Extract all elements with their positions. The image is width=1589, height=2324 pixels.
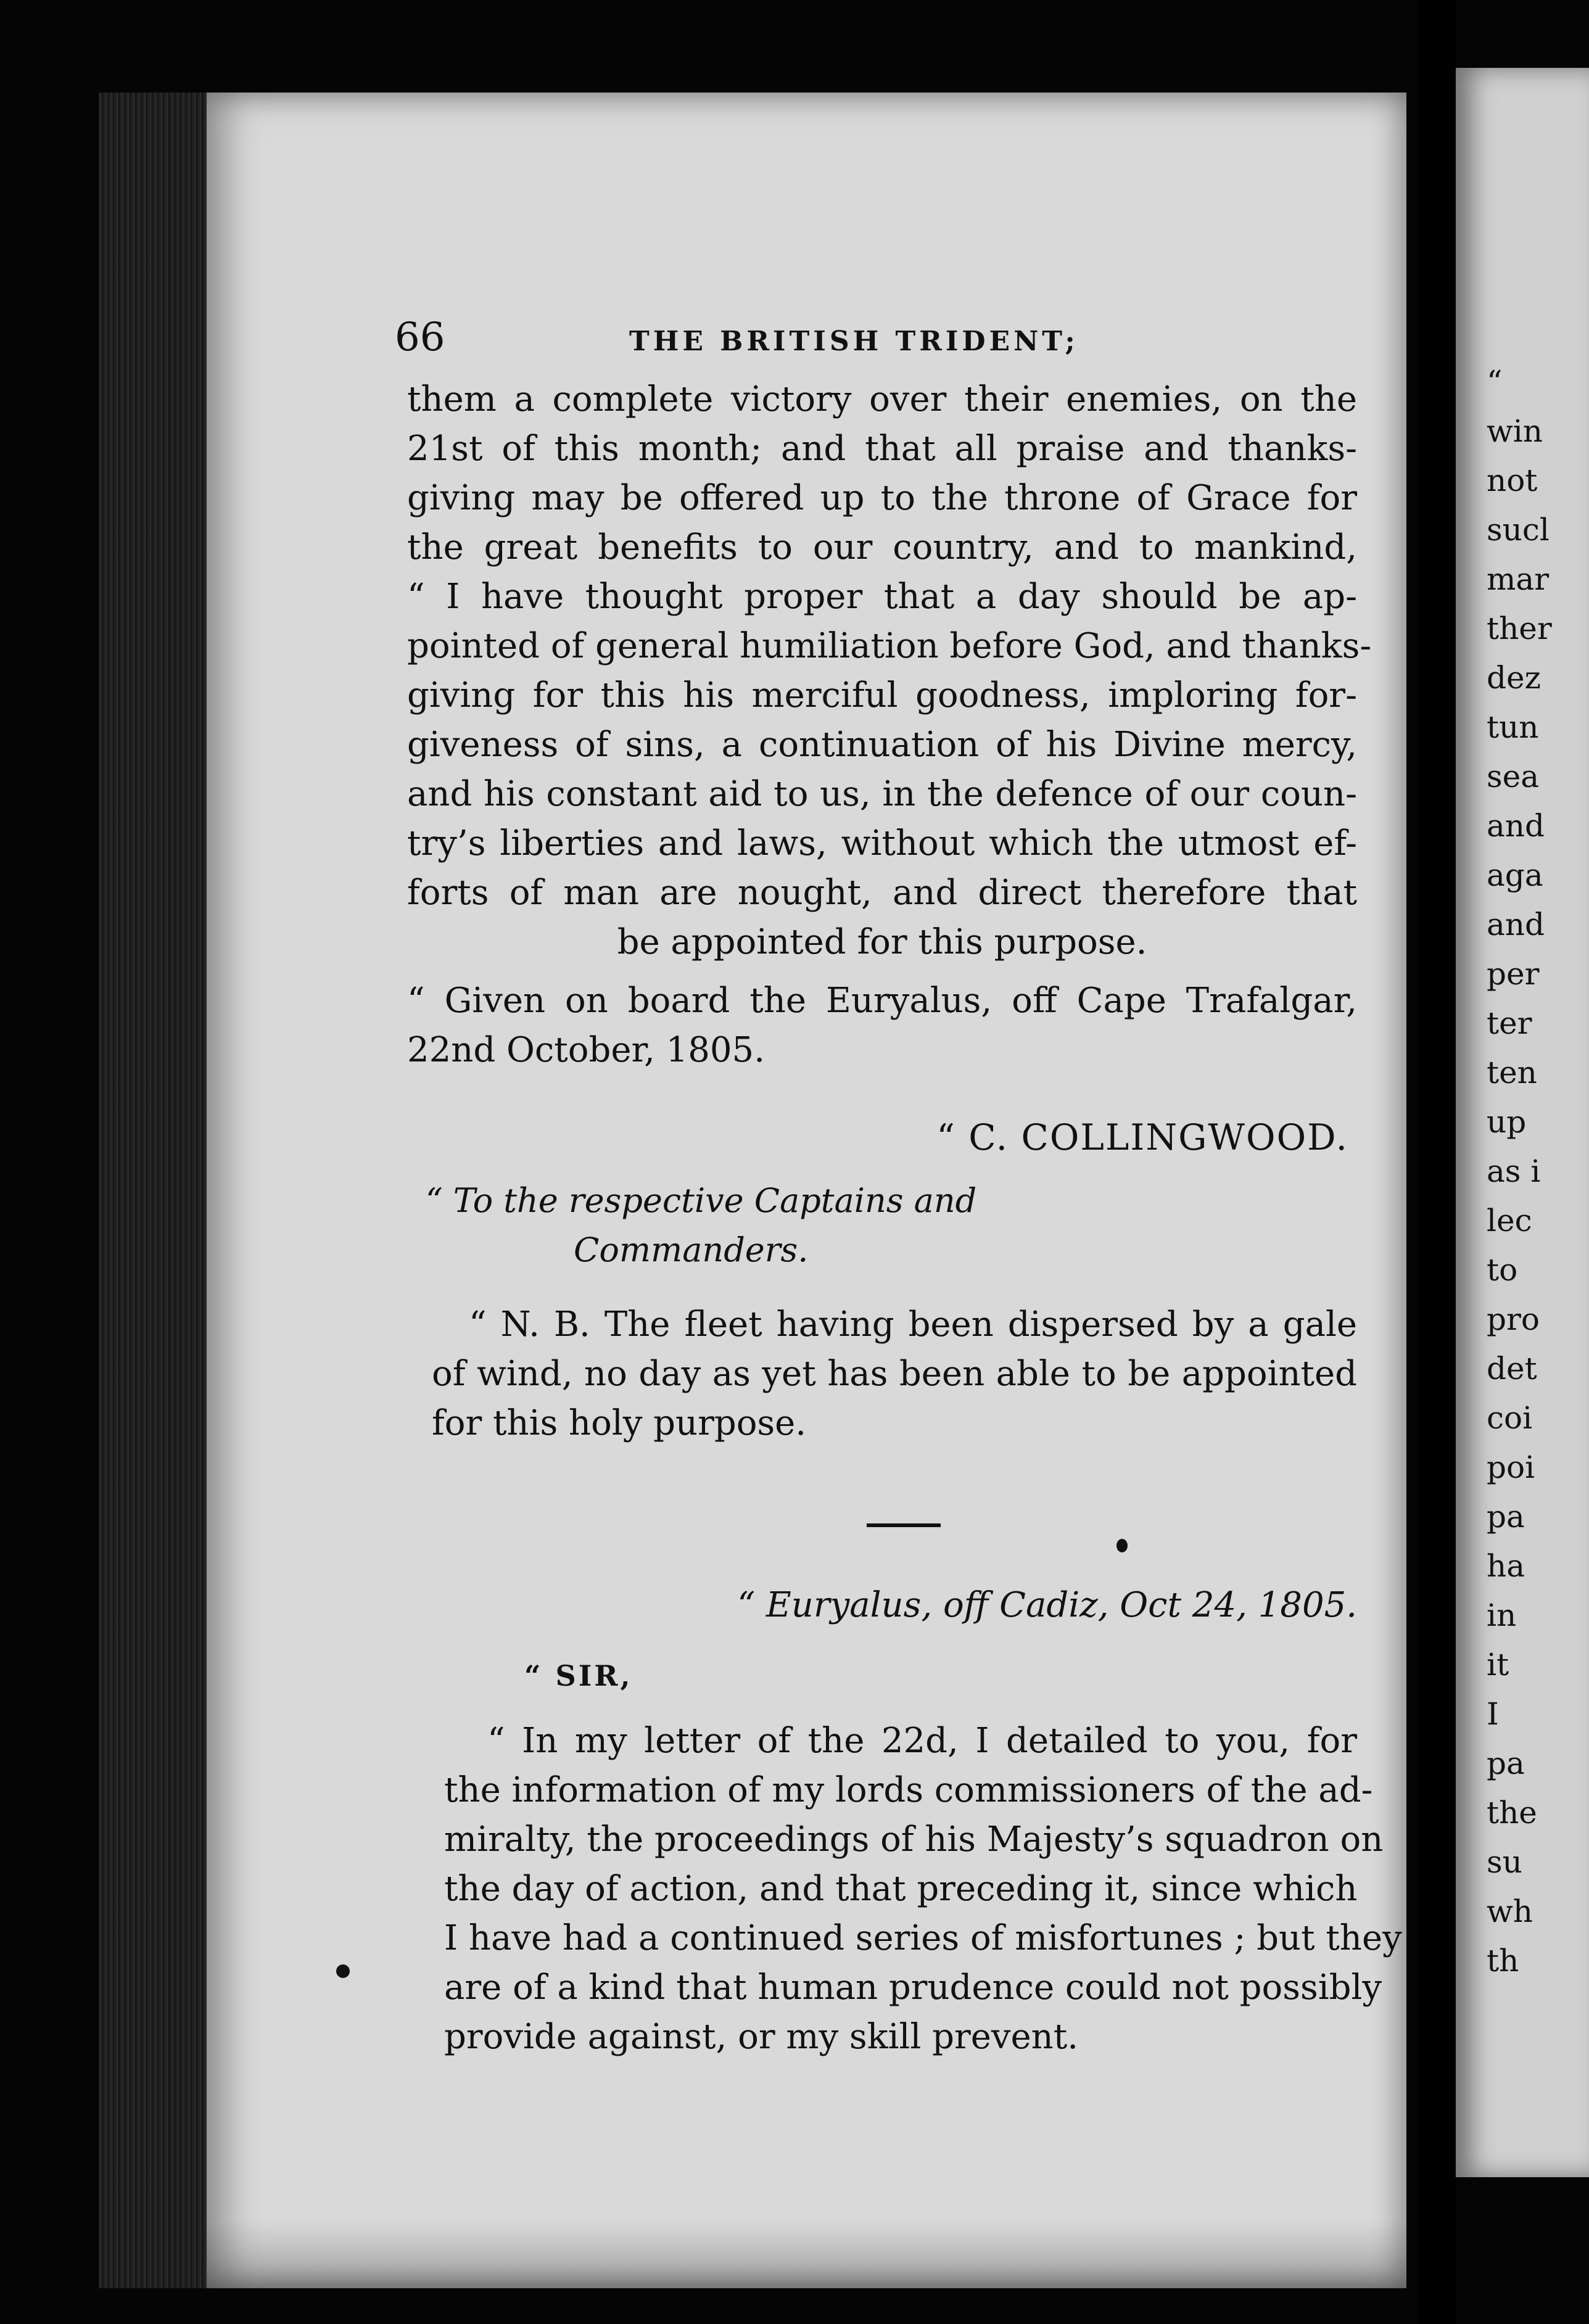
- adjacent-page-word: win: [1487, 413, 1543, 449]
- adjacent-page-word: ten: [1487, 1055, 1537, 1090]
- nb-line: for this holy purpose.: [432, 1403, 807, 1443]
- adjacent-page-word: to: [1487, 1252, 1518, 1288]
- letter-line: the information of my lords commissioners of the ad-: [444, 1770, 1373, 1810]
- nb-line: “ N. B. The fleet having been dispersed by a gale: [469, 1304, 1357, 1345]
- adjacent-page-word: th: [1487, 1943, 1519, 1979]
- body-line: “ I have thought proper that a day should be ap-: [407, 577, 1357, 617]
- address-line: Commanders.: [574, 1230, 809, 1269]
- body-line: giving for this his merciful goodness, imploring for-: [407, 675, 1357, 715]
- book-page-edges: [99, 93, 216, 2288]
- given-date: 22nd October, 1805.: [407, 1030, 765, 1070]
- letter-line: the day of action, and that preceding it, since which: [444, 1869, 1358, 1909]
- adjacent-page-word: coi: [1487, 1400, 1533, 1436]
- adjacent-page-word: and: [1487, 808, 1545, 844]
- body-line: forts of man are nought, and direct therefore that: [407, 873, 1357, 913]
- adjacent-page-word: su: [1487, 1844, 1522, 1880]
- adjacent-page-word: not: [1487, 463, 1538, 498]
- ink-spot: [336, 1964, 350, 1978]
- body-line: and his constant aid to us, in the defence of our coun-: [407, 774, 1357, 814]
- running-title: THE BRITISH TRIDENT;: [629, 326, 1079, 357]
- salutation: “ SIR,: [524, 1659, 633, 1692]
- letter-line: miralty, the proceedings of his Majesty’s squadron on: [444, 1819, 1384, 1860]
- address-line: “ To the respective Captains and: [426, 1181, 977, 1220]
- body-line: pointed of general humiliation before God, and thanks-: [407, 626, 1372, 666]
- adjacent-page-word: pro: [1487, 1301, 1540, 1337]
- adjacent-page-word: ha: [1487, 1548, 1525, 1584]
- body-line: 21st of this month; and that all praise and thanks-: [407, 429, 1357, 469]
- book-gutter: [1419, 0, 1456, 2324]
- body-line: giving may be offered up to the throne of Grace for: [407, 478, 1357, 518]
- page-shadow: [207, 2220, 1406, 2288]
- nb-line: of wind, no day as yet has been able to be appointed: [432, 1354, 1357, 1394]
- adjacent-page-word: aga: [1487, 857, 1543, 893]
- adjacent-page-word: wh: [1487, 1893, 1533, 1929]
- adjacent-page-fragment: [1456, 68, 1589, 2177]
- adjacent-page-word: dez: [1487, 660, 1541, 696]
- adjacent-page-word: per: [1487, 956, 1540, 992]
- adjacent-page-word: “: [1487, 364, 1503, 400]
- adjacent-page-word: poi: [1487, 1449, 1535, 1485]
- adjacent-page-word: pa: [1487, 1745, 1525, 1781]
- adjacent-page-word: it: [1487, 1647, 1509, 1683]
- letter-line: I have had a continued series of misfortunes ; but they: [444, 1918, 1402, 1958]
- adjacent-page-word: and: [1487, 907, 1545, 942]
- adjacent-page-word: ter: [1487, 1005, 1532, 1041]
- letter-line: provide against, or my skill prevent.: [444, 2017, 1079, 2057]
- adjacent-page-word: sea: [1487, 759, 1540, 794]
- letter-line: “ In my letter of the 22d, I detailed to you, for: [487, 1721, 1357, 1761]
- body-line: them a complete victory over their enemies, on the: [407, 379, 1357, 419]
- given-line: “ Given on board the Euryalus, off Cape Trafalgar,: [407, 981, 1357, 1021]
- ink-spot: [1116, 1539, 1128, 1552]
- adjacent-page-word: lec: [1487, 1203, 1532, 1238]
- signature: “ C. COLLINGWOOD.: [936, 1116, 1348, 1158]
- page-number: 66: [395, 315, 445, 360]
- adjacent-page-word: sucl: [1487, 512, 1550, 548]
- adjacent-page-word: up: [1487, 1104, 1527, 1140]
- adjacent-page-word: tun: [1487, 709, 1539, 745]
- adjacent-page-word: as i: [1487, 1153, 1541, 1189]
- body-line: the great benefits to our country, and to mankind,: [407, 527, 1357, 567]
- letter-line: are of a kind that human prudence could not possibly: [444, 1968, 1382, 2008]
- adjacent-page-word: pa: [1487, 1499, 1525, 1535]
- body-line: try’s liberties and laws, without which the utmost ef-: [407, 823, 1357, 863]
- body-line: be appointed for this purpose.: [617, 922, 1147, 962]
- adjacent-page-word: I: [1487, 1696, 1499, 1732]
- adjacent-page-word: det: [1487, 1351, 1537, 1387]
- body-line: giveness of sins, a continuation of his Divine mercy,: [407, 725, 1357, 765]
- letter-dateline: “ Euryalus, off Cadiz, Oct 24, 1805.: [737, 1585, 1357, 1625]
- section-rule: [867, 1523, 941, 1527]
- adjacent-page-word: the: [1487, 1795, 1537, 1831]
- adjacent-page-word: ther: [1487, 611, 1552, 646]
- adjacent-page-word: in: [1487, 1597, 1517, 1633]
- adjacent-page-word: mar: [1487, 561, 1550, 597]
